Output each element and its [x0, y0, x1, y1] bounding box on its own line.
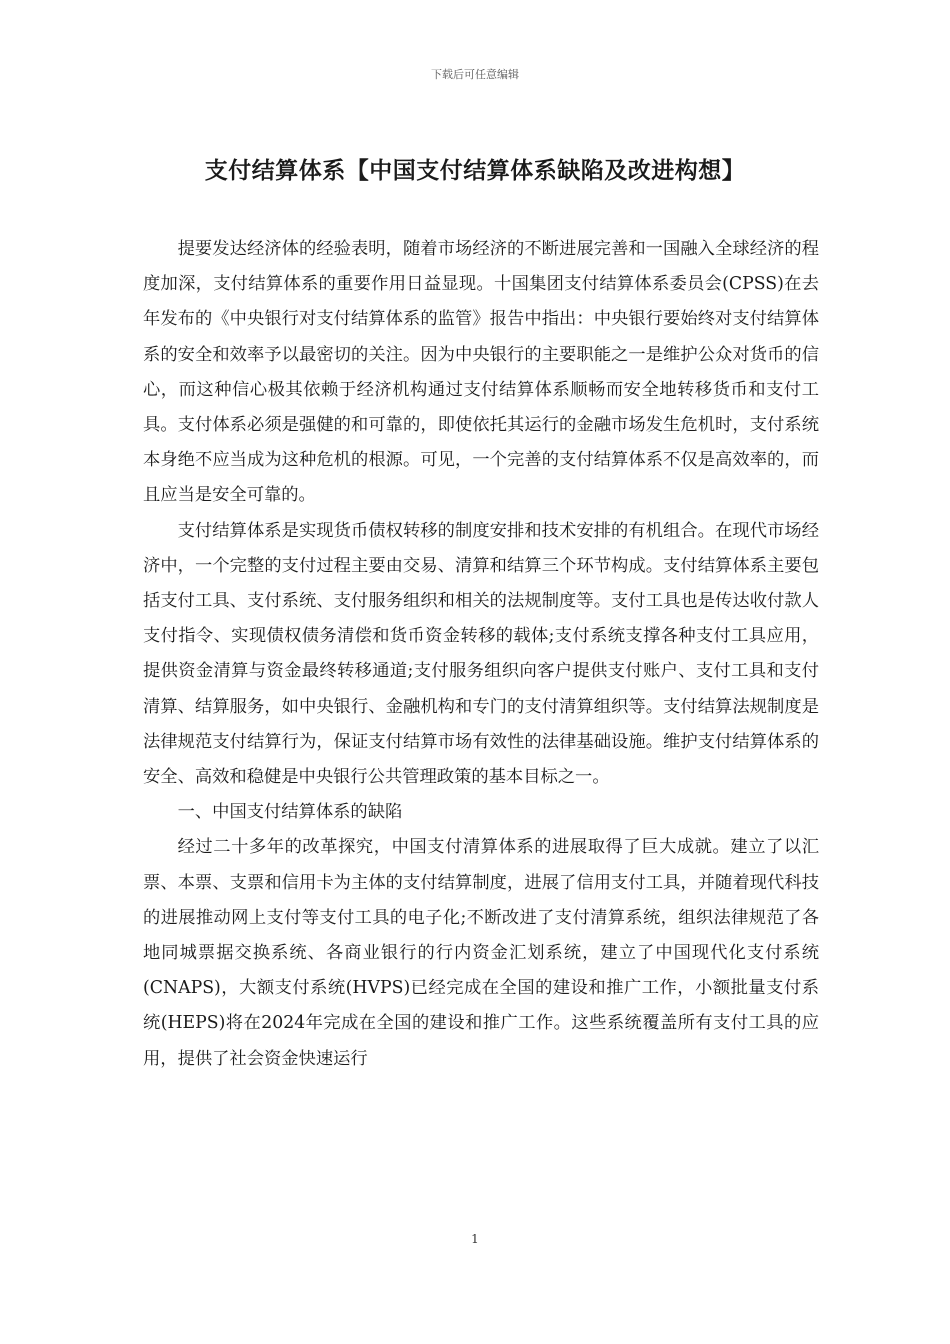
page-number: 1 — [471, 1232, 479, 1246]
document-title: 支付结算体系【中国支付结算体系缺陷及改进构想】 — [204, 158, 746, 184]
body-paragraph: 提要发达经济体的经验表明，随着市场经济的不断进展完善和一国融入全球经济的程度加深，支付结算体系的重要作用日益显现。十国集团支付结算体系委员会(CPSS)在去年发布的《中央银行对支付结算体系的监管》报告中指出：中央银行要始终对支付结算体系的安全和效率予以最密切的关注。因为中央银行的主要职能之一是维护公众对货币的信心，而这种信心极其依赖于经济机构通过支付结算体系顺畅而安全地转移货币和支付工具。支付体系必须是强健的和可靠的，即使依托其运行的金融市场发生危机时，支付系统本身绝不应当成为这种危机的根源。可见，一个完善的支付结算体系不仅是高效率的，而且应当是安全可靠的。 — [143, 239, 819, 506]
section-heading: 一、中国支付结算体系的缺陷 — [177, 802, 403, 823]
body-paragraph: 经过二十多年的改革探究，中国支付清算体系的进展取得了巨大成就。建立了以汇票、本票、支票和信用卡为主体的支付结算制度，进展了信用支付工具，并随着现代科技的进展推动网上支付等支付工具的电子化;不断改进了支付清算系统，组织法律规范了各地同城票据交换系统、各商业银行的行内资金汇划系统，建立了中国现代化支付系统(CNAPS)，大额支付系统(HVPS)已经完成在全国的建设和推广工作，小额批量支付系统(HEPS)将在2024年完成在全国的建设和推广工作。这些系统覆盖所有支付工具的应用，提供了社会资金快速运行 — [143, 837, 819, 1069]
page-header-note: 下载后可任意编辑 — [431, 68, 519, 81]
body-paragraph: 支付结算体系是实现货币债权转移的制度安排和技术安排的有机组合。在现代市场经济中，一个完整的支付过程主要由交易、清算和结算三个环节构成。支付结算体系主要包括支付工具、支付系统、支付服务组织和相关的法规制度等。支付工具也是传达收付款人支付指令、实现债权债务清偿和货币资金转移的载体;支付系统支撑各种支付工具应用，提供资金清算与资金最终转移通道;支付服务组织向客户提供支付账户、支付工具和支付清算、结算服务，如中央银行、金融机构和专门的支付清算组织等。支付结算法规制度是法律规范支付结算行为，保证支付结算市场有效性的法律基础设施。维护支付结算体系的安全、高效和稳健是中央银行公共管理政策的基本目标之一。 — [143, 520, 819, 788]
document-body — [143, 232, 819, 1077]
